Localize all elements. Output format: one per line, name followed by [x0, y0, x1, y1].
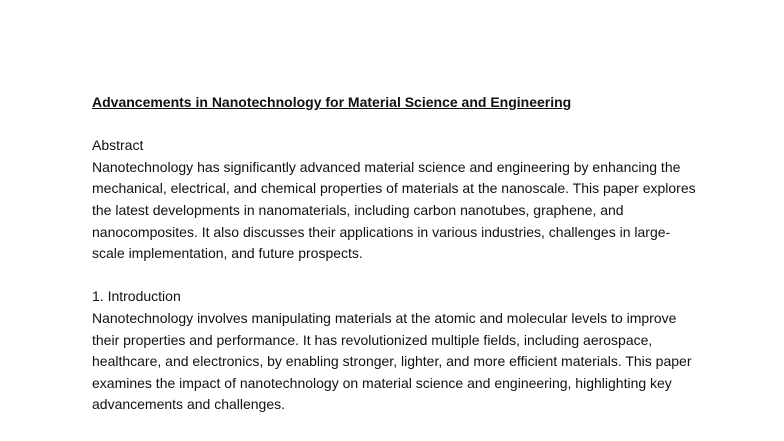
introduction-paragraph: Nanotechnology involves manipulating materials at the atomic and molecular levels to improve their properties and performance. It has revolutionized multiple fields, including aerospace, healthcare, and electronics, by enabling stronger, lighter, and more efficient materials. This paper examines the impact of nanotechnology on material science and engineering, highlighting key advancements and challenges.: [92, 309, 692, 413]
spacer: [92, 265, 702, 287]
spacer: [92, 114, 702, 136]
document-content: [92, 92, 702, 416]
introduction-heading: 1. Introduction: [92, 288, 181, 305]
abstract-paragraph: Nanotechnology has significantly advanced material science and engineering by enhancing the mechanical, electrical, and chemical properties of materials at the nanoscale. This paper explores the latest developments in nanomaterials, including carbon nanotubes, graphene, and nanocomposites. It also discusses their applications in various industries, challenges in large-scale implementation, and future prospects.: [92, 158, 696, 262]
abstract-heading: Abstract: [92, 137, 144, 154]
document-title: Advancements in Nanotechnology for Material Science and Engineering: [92, 94, 572, 110]
